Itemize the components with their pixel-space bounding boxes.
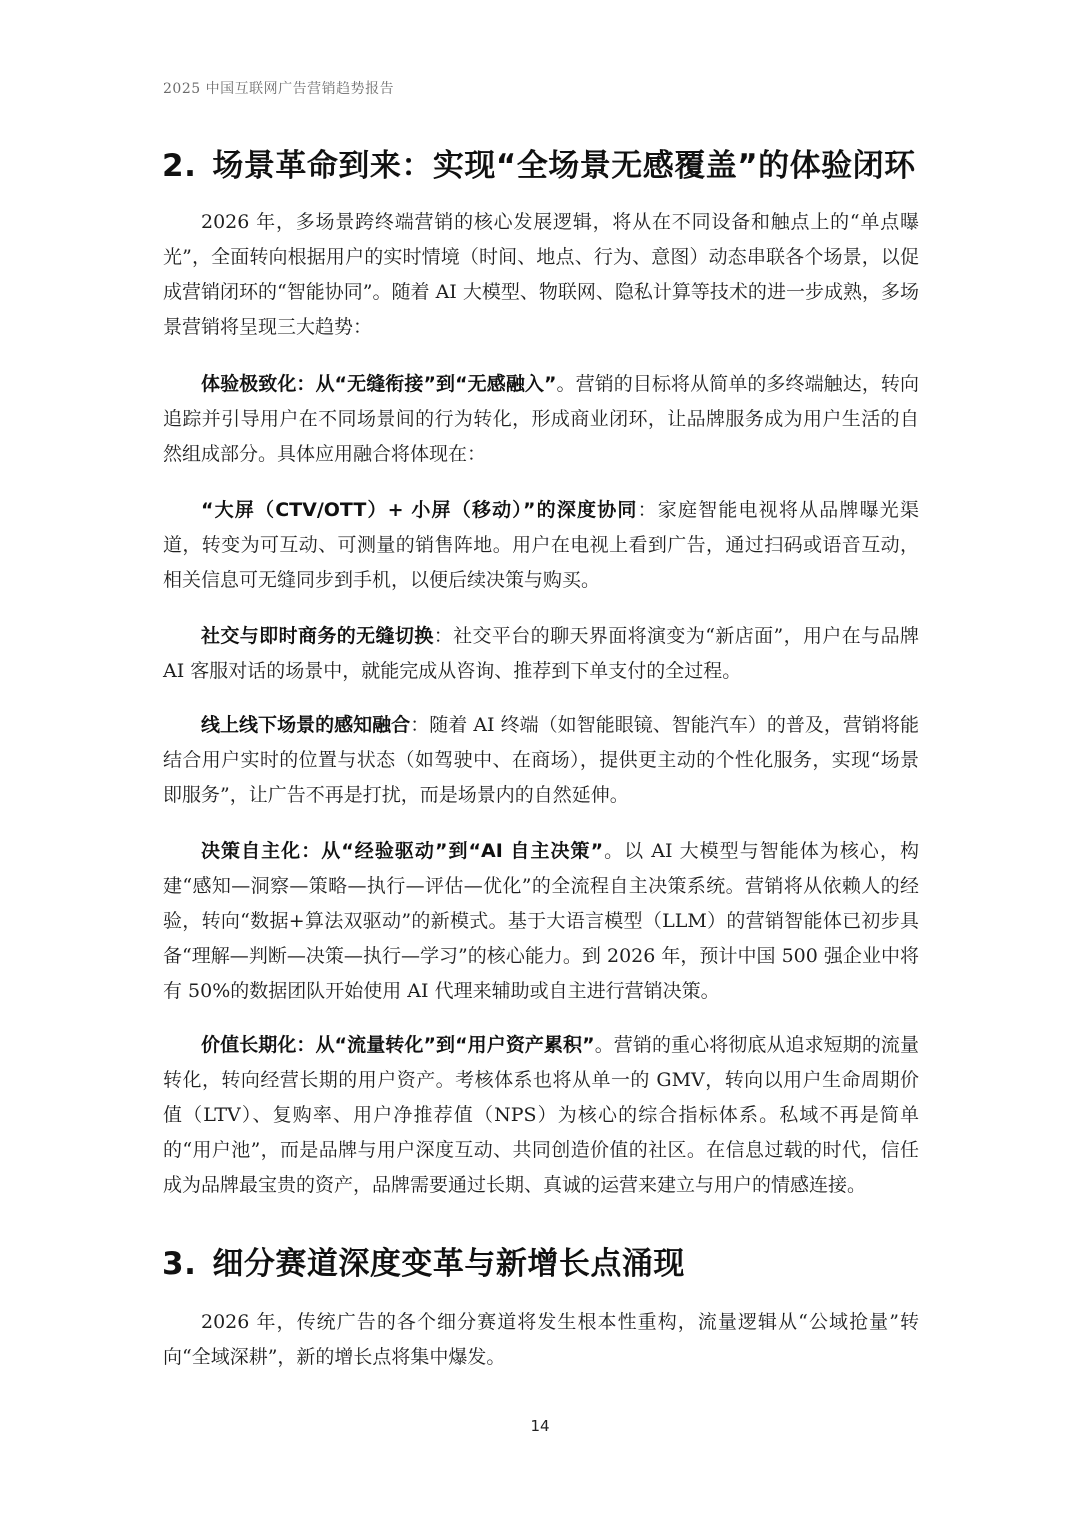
section-2-intro: 2026 年，多场景跨终端营销的核心发展逻辑，将从在不同设备和触点上的“单点曝光”，全面转向根据用户的实时情境（时间、地点、行为、意图）动态串联各个场景，以促成营销闭环的“智能协同”。随着 AI 大模型、物联网、隐私计算等技术的进一步成熟，多场景营销将呈现三大趋势： — [163, 211, 919, 338]
big-small-screen-lead: “大屏（CTV/OTT）+ 小屏（移动）”的深度协同 — [201, 499, 638, 521]
trend-value-body: 。营销的重心将彻底从追求短期的流量转化，转向经营长期的用户资产。考核体系也将从单一的 GMV，转向以用户生命周期价值（LTV）、复购率、用户净推荐值（NPS）为核心的综合指标体系。私域不再是简单的“用户池”，而是品牌与用户深度互动、共同创造价值的社区。在信息过载的时代，信任成为品牌最宝贵的资产，品牌需要通过长期、真诚的运营来建立与用户的情感连接。 — [163, 1034, 919, 1196]
big-small-screen-body: ：家庭智能电视将从品牌曝光渠道，转变为可互动、可测量的销售阵地。用户在电视上看到广告，通过扫码或语音互动，相关信息可无缝同步到手机，以便后续决策与购买。 — [163, 499, 919, 591]
social-commerce-paragraph — [163, 619, 919, 689]
trend-value-paragraph — [163, 1028, 919, 1203]
online-offline-body: ：随着 AI 终端（如智能眼镜、智能汽车）的普及，营销将能结合用户实时的位置与状态（如驾驶中、在商场），提供更主动的个性化服务，实现“场景即服务”，让广告不再是打扰，而是场景内的自然延伸。 — [163, 714, 919, 806]
page-number: 14 — [530, 1417, 550, 1435]
trend-experience-lead: 体验极致化：从“无缝衔接”到“无感融入” — [201, 373, 557, 395]
section-2-title: 场景革命到来：实现“全场景无感覆盖”的体验闭环 — [212, 148, 916, 184]
trend-decision-body: 。以 AI 大模型与智能体为核心，构建“感知—洞察—策略—执行—评估—优化”的全流程自主决策系统。营销将从依赖人的经验，转向“数据+算法双驱动”的新模式。基于大语言模型（LLM）的营销智能体已初步具备“理解—判断—决策—执行—学习”的核心能力。到 2026 年，预计中国 500 强企业中将有 50%的数据团队开始使用 AI 代理来辅助或自主进行营销决策。 — [163, 840, 919, 1002]
online-offline-paragraph — [163, 708, 919, 813]
running-header: 2025 中国互联网广告营销趋势报告 — [163, 81, 395, 97]
online-offline-lead: 线上线下场景的感知融合 — [201, 714, 411, 736]
section-3-number: 3. — [162, 1246, 197, 1282]
section-3-title: 细分赛道深度变革与新增长点涌现 — [212, 1246, 685, 1282]
social-commerce-lead: 社交与即时商务的无缝切换 — [201, 625, 434, 647]
section-2-number: 2. — [162, 148, 197, 184]
trend-experience-paragraph — [163, 367, 919, 472]
section-3-intro: 2026 年，传统广告的各个细分赛道将发生根本性重构，流量逻辑从“公域抢量”转向“全域深耕”，新的增长点将集中爆发。 — [163, 1311, 919, 1368]
big-small-screen-paragraph — [163, 493, 919, 598]
trend-value-lead: 价值长期化：从“流量转化”到“用户资产累积” — [201, 1034, 595, 1056]
trend-decision-paragraph — [163, 834, 919, 1009]
social-commerce-body: ：社交平台的聊天界面将演变为“新店面”，用户在与品牌 AI 客服对话的场景中，就能完成从咨询、推荐到下单支付的全过程。 — [163, 625, 919, 682]
trend-decision-lead: 决策自主化：从“经验驱动”到“AI 自主决策” — [201, 840, 604, 862]
section-2-heading — [162, 140, 916, 185]
trend-experience-body: 。营销的目标将从简单的多终端触达，转向追踪并引导用户在不同场景间的行为转化，形成商业闭环，让品牌服务成为用户生活的自然组成部分。具体应用融合将体现在： — [163, 373, 919, 465]
section-3-heading — [162, 1238, 685, 1283]
